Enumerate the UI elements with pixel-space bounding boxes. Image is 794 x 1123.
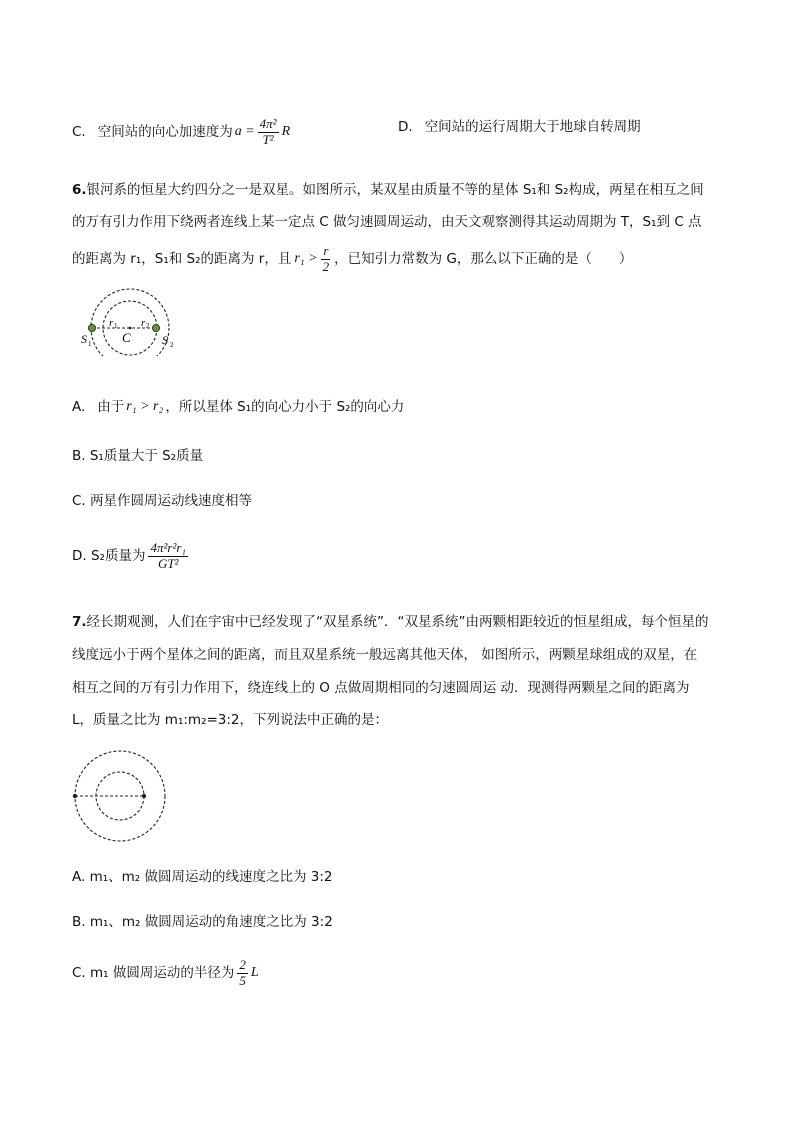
q6-option-d-pre: D. S₂质量为 xyxy=(72,548,146,565)
q7-option-c-fraction xyxy=(237,958,248,989)
q6-label-r2-sub: 2 xyxy=(146,322,150,330)
q6-option-c: C. 两星作圆周运动线速度相等 xyxy=(72,493,253,509)
q6-option-a xyxy=(72,397,404,417)
q6-binary-star-diagram xyxy=(78,288,188,356)
q6-label-s2: S xyxy=(162,333,168,347)
q6-inequality-lhs: r₁ > xyxy=(294,251,318,267)
prev-option-c-lhs: a = xyxy=(234,124,255,140)
q6-center-point xyxy=(129,327,132,330)
q6-outer-orbit xyxy=(91,289,169,356)
prev-option-c-label: C. xyxy=(72,124,86,141)
prev-option-c-den: T² xyxy=(262,131,274,147)
q6-label-s1-sub: 1 xyxy=(88,340,92,348)
q6-option-a-inequality: r₁ > r₂ xyxy=(126,399,164,414)
q7-option-a: A. m₁、m₂ 做圆周运动的线速度之比为 3:2 xyxy=(72,869,333,885)
q6-number: 6. xyxy=(72,182,87,198)
q6-line-2: 的万有引力作用下绕两者连线上某一定点 C 做匀速圆周运动，由天文观察测得其运动周期为 T，S₁到 C 点 xyxy=(72,214,702,230)
q6-option-a-pre: 由于 xyxy=(97,399,125,415)
q6-line-1-text: 银河系的恒星大约四分之一是双星。如图所示，某双星由质量不等的星体 S₁和 S₂构成，两星在相互之间 xyxy=(86,182,704,198)
q6-line-1 xyxy=(72,180,732,200)
q7-line-4: L，质量之比为 m₁:m₂=3:2，下列说法中正确的是： xyxy=(72,712,389,728)
q6-label-r1: r xyxy=(109,317,114,329)
q7-star-m1 xyxy=(73,794,77,798)
q6-line-3 xyxy=(72,244,732,275)
q7-line-3: 相互之间的万有引力作用下，绕连线上的 O 点做周期相同的匀速圆周运 动．现测得两颗星之间的距离为 xyxy=(72,680,690,696)
q6-option-b: B. S₁质量大于 S₂质量 xyxy=(72,448,204,464)
prev-option-d xyxy=(398,117,641,137)
q7-star-m2 xyxy=(142,794,146,798)
q7-line-1-text: 经长期观测，人们在宇宙中已经发现了“双星系统”．“双星系统”由两颗相距较近的恒星组成，每个恒星的 xyxy=(86,614,709,630)
q6-option-a-post: ，所以星体 S₁的向心力小于 S₂的向心力 xyxy=(165,399,405,415)
q7-number: 7. xyxy=(72,614,87,630)
q7-line-2: 线度远小于两个星体之间的距离，而且双星系统一般远离其他天体， 如图所示，两颗星球组成的双星，在 xyxy=(72,647,698,663)
prev-option-c xyxy=(72,117,290,148)
q7-option-c-den: 5 xyxy=(239,972,246,988)
prev-option-c-num: 4π² xyxy=(259,116,277,131)
q7-option-c-pre: C. m₁ 做圆周运动的半径为 xyxy=(72,965,235,982)
q6-option-d xyxy=(72,541,191,572)
prev-option-c-fraction xyxy=(258,117,279,148)
q6-star-s1 xyxy=(88,324,95,331)
q6-line-3-a: 的距离为 r₁，S₁和 S₂的距离为 r，且 xyxy=(72,251,292,268)
q6-label-r1-sub: 1 xyxy=(114,322,118,330)
q6-option-d-den: GT² xyxy=(157,555,179,571)
q7-option-c xyxy=(72,958,259,989)
q6-label-c: C xyxy=(122,330,131,345)
q6-option-d-num: 4π²r²r₁ xyxy=(150,540,186,555)
q6-star-s2 xyxy=(152,324,159,331)
prev-option-d-label: D. xyxy=(398,119,413,135)
q7-line-1 xyxy=(72,612,732,632)
q6-option-d-fraction xyxy=(148,541,187,572)
q6-option-a-label: A. xyxy=(72,399,86,415)
q6-label-s2-sub: 2 xyxy=(170,341,174,349)
q6-fraction xyxy=(321,244,332,275)
q7-option-c-tail: L xyxy=(250,965,259,981)
q6-label-s1: S xyxy=(81,332,87,346)
prev-option-c-tail: R xyxy=(281,124,291,140)
q7-option-c-num: 2 xyxy=(239,957,246,972)
q6-fraction-num: r xyxy=(323,243,329,258)
q7-binary-star-diagram xyxy=(68,748,170,844)
q6-line-3-b: ，已知引力常数为 G，那么以下正确的是（ ） xyxy=(334,251,633,268)
q6-fraction-den: 2 xyxy=(322,258,330,274)
prev-option-d-text: 空间站的运行周期大于地球自转周期 xyxy=(424,119,641,135)
q6-label-r2: r xyxy=(141,317,146,329)
prev-option-c-text: 空间站的向心加速度为 xyxy=(97,124,233,141)
q7-option-b: B. m₁、m₂ 做圆周运动的角速度之比为 3:2 xyxy=(72,914,333,930)
